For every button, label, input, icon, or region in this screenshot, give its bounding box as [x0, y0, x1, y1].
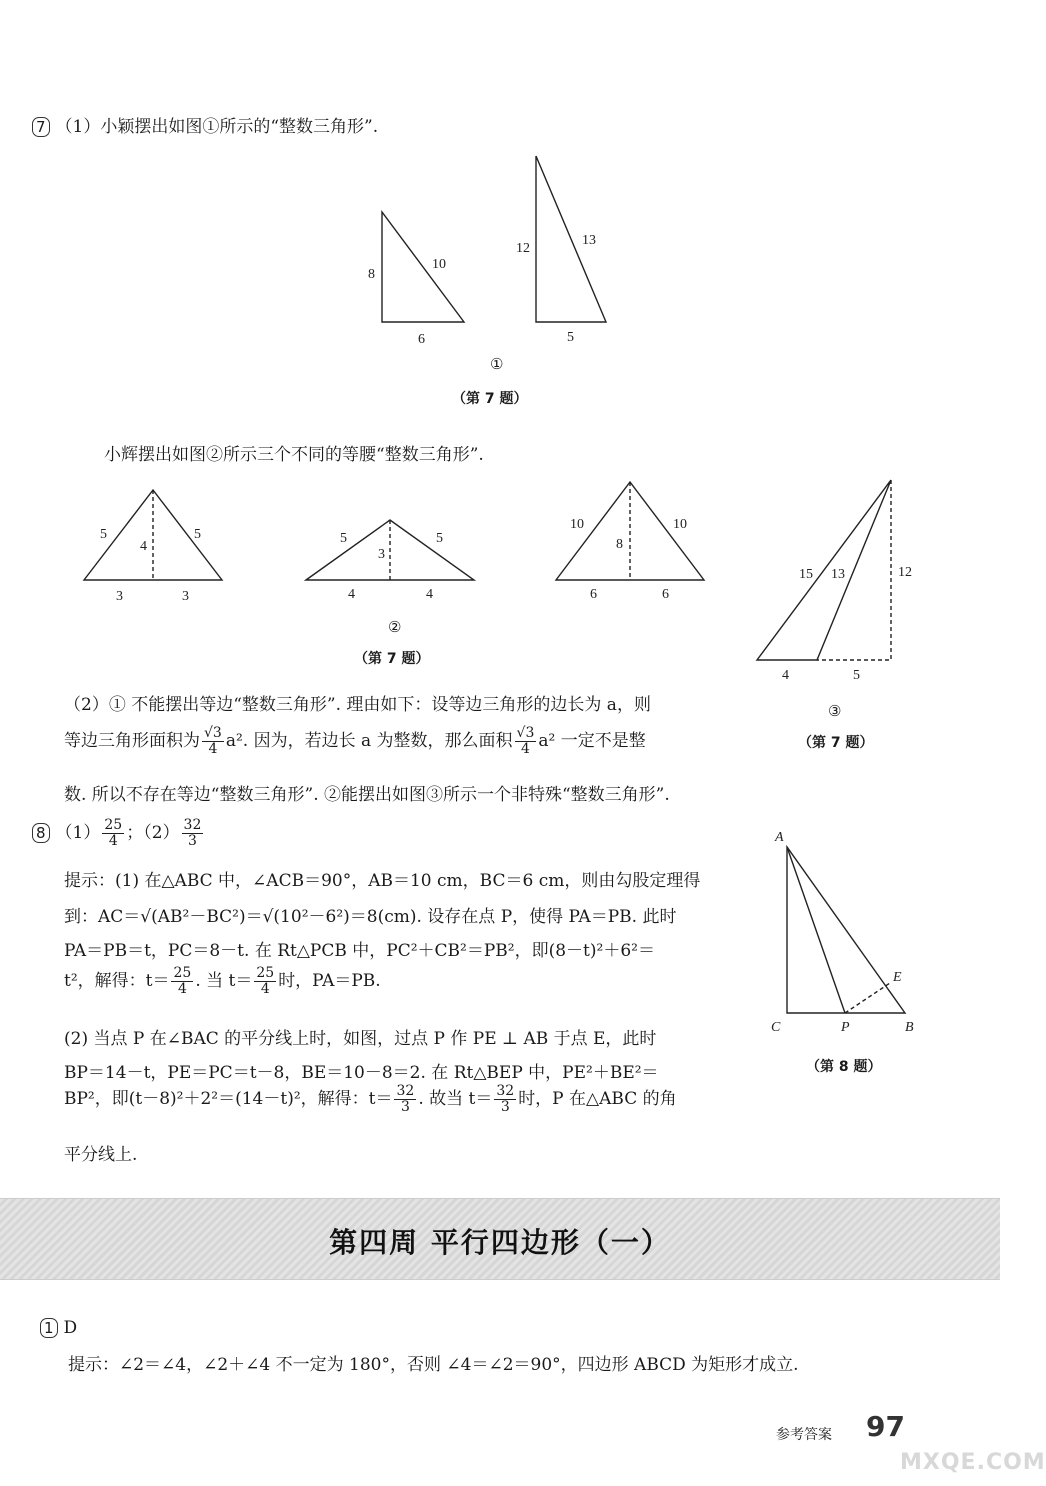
text: 等边三角形面积为	[64, 731, 200, 751]
fig2-label: 4	[348, 587, 355, 602]
text: a² 一定不是整	[538, 731, 646, 751]
denominator: 4	[520, 741, 530, 757]
q7-part2-line1: （2）① 不能摆出等边“整数三角形”. 理由如下：设等边三角形的边长为 a，则	[64, 695, 651, 715]
fig1-label: 8	[368, 267, 375, 282]
numerator: 25	[104, 817, 123, 833]
q8-hint-line	[64, 966, 381, 997]
q8-hint-line: 平分线上.	[64, 1145, 138, 1165]
fig2-label: 10	[570, 517, 584, 532]
fig2-caption: （第 7 题）	[354, 651, 430, 667]
fig2-label: 5	[436, 531, 443, 546]
text: t²，解得：t＝	[64, 971, 170, 991]
fig1-label: 10	[432, 257, 446, 272]
denominator: 3	[500, 1099, 510, 1115]
fig2-label: 5	[194, 527, 201, 542]
fig3-label: 15	[799, 567, 813, 582]
text: 时，P 在△ABC 的角	[518, 1089, 677, 1109]
text: 时，PA＝PB.	[278, 971, 381, 991]
numerator: 25	[256, 965, 275, 981]
q7-part1-b: 小辉摆出如图②所示三个不同的等腰“整数三角形”.	[104, 445, 484, 465]
q1-hint: 提示：∠2＝∠4，∠2＋∠4 不一定为 180°，否则 ∠4＝∠2＝90°，四边形 ABCD 为矩形才成立.	[68, 1355, 799, 1375]
q7-part2-line2	[64, 726, 646, 757]
question-number: 1	[40, 1318, 58, 1338]
fig3-label: 5	[853, 668, 860, 683]
fig1-label: 6	[418, 332, 425, 347]
fig2-label: 3	[182, 589, 189, 604]
page-number: 97	[866, 1410, 905, 1443]
fraction	[102, 818, 124, 849]
fig1-label: 5	[567, 330, 574, 345]
fig2-label: 6	[662, 587, 669, 602]
question-number: 8	[32, 823, 50, 843]
footer-label: 参考答案	[776, 1427, 832, 1443]
q7-figure-1	[360, 150, 630, 350]
vertex-label: P	[841, 1020, 850, 1035]
section-title: 第四周 平行四边形（一）	[329, 1226, 671, 1259]
fraction	[202, 726, 224, 757]
answer-text: D	[63, 1318, 78, 1338]
q8-hint-line: 到：AC＝√(AB²－BC²)＝√(10²－6²)＝8(cm). 设存在点 P，使得 PA＝PB. 此时	[64, 907, 677, 927]
denominator: 4	[260, 981, 270, 997]
fig1-label: 12	[516, 241, 530, 256]
vertex-label: A	[775, 830, 784, 845]
text: a². 因为，若边长 a 为整数，那么面积	[225, 731, 513, 751]
denominator: 4	[108, 833, 118, 849]
q8-hint-line: PA＝PB＝t，PC＝8－t. 在 Rt△PCB 中，PC²＋CB²＝PB²，即(8－t)²＋6²＝	[64, 941, 655, 961]
q8-hint-line: (2) 当点 P 在∠BAC 的平分线上时，如图，过点 P 作 PE ⊥ AB 于点 E，此时	[64, 1029, 657, 1049]
fig2-label: 3	[116, 589, 123, 604]
fig2-label: 5	[340, 531, 347, 546]
fig1-mark: ①	[490, 355, 504, 373]
fraction	[494, 1084, 516, 1115]
q7-figure-2	[70, 480, 750, 610]
q8-answers	[32, 818, 205, 849]
q7-part2-line3: 数. 所以不存在等边“整数三角形”. ②能摆出如图③所示一个非特殊“整数三角形”.	[64, 785, 670, 805]
fig8-caption: （第 8 题）	[806, 1059, 882, 1075]
q7-intro	[32, 112, 378, 137]
vertex-label: C	[771, 1020, 781, 1035]
q8-hint-line	[64, 1084, 677, 1115]
question-number: 7	[32, 117, 50, 137]
denominator: 3	[187, 833, 197, 849]
fraction	[515, 726, 537, 757]
q8-figure	[765, 825, 925, 1040]
denominator: 3	[400, 1099, 410, 1115]
fig3-label: 4	[782, 668, 789, 683]
fig3-caption: （第 7 题）	[798, 735, 874, 751]
section-banner	[0, 1198, 1000, 1280]
fraction	[394, 1084, 416, 1115]
watermark: MXQE.COM	[900, 1450, 1046, 1475]
numerator: √3	[204, 725, 222, 741]
fig1-label: 13	[582, 233, 596, 248]
q8-hint-line: BP＝14－t，PE＝PC＝t－8，BE＝10－8＝2. 在 Rt△BEP 中，PE²＋BE²＝	[64, 1063, 659, 1083]
fig2-label: 6	[590, 587, 597, 602]
text: ；（2）	[126, 823, 180, 843]
q7-part1-text: （1）小颖摆出如图①所示的“整数三角形”.	[55, 117, 379, 137]
vertex-label: E	[893, 970, 902, 985]
numerator: 32	[396, 1083, 415, 1099]
fraction	[171, 966, 193, 997]
vertex-label: B	[905, 1020, 914, 1035]
fig3-label: 13	[831, 567, 845, 582]
q7-figure-3	[745, 470, 925, 690]
q8-hint-line: 提示：(1) 在△ABC 中，∠ACB＝90°，AB＝10 cm，BC＝6 cm，则由勾股定理得	[64, 871, 701, 891]
fraction	[254, 966, 276, 997]
numerator: 32	[496, 1083, 515, 1099]
fig2-label: 5	[100, 527, 107, 542]
fig3-mark: ③	[828, 702, 842, 720]
text: . 当 t＝	[195, 971, 253, 991]
fig2-label: 4	[426, 587, 433, 602]
fraction	[182, 818, 204, 849]
fig2-label: 8	[616, 537, 623, 552]
right-triangle-8-6-10	[382, 212, 464, 322]
numerator: √3	[516, 725, 535, 741]
fig2-label: 4	[140, 539, 147, 554]
text: （1）	[55, 823, 101, 843]
fig2-label: 3	[378, 547, 385, 562]
numerator: 25	[173, 965, 192, 981]
right-triangle-abc	[787, 847, 905, 1013]
q1-answer	[40, 1318, 77, 1338]
denominator: 4	[177, 981, 187, 997]
text: . 故当 t＝	[418, 1089, 493, 1109]
numerator: 32	[183, 817, 202, 833]
fig2-label: 10	[673, 517, 687, 532]
triangle-15-13-4	[757, 480, 891, 660]
denominator: 4	[208, 741, 218, 757]
fig1-caption: （第 7 题）	[452, 391, 528, 407]
text: BP²，即(t－8)²＋2²＝(14－t)²，解得：t＝	[64, 1089, 393, 1109]
fig2-mark: ②	[388, 618, 402, 636]
fig3-label: 12	[898, 565, 912, 580]
